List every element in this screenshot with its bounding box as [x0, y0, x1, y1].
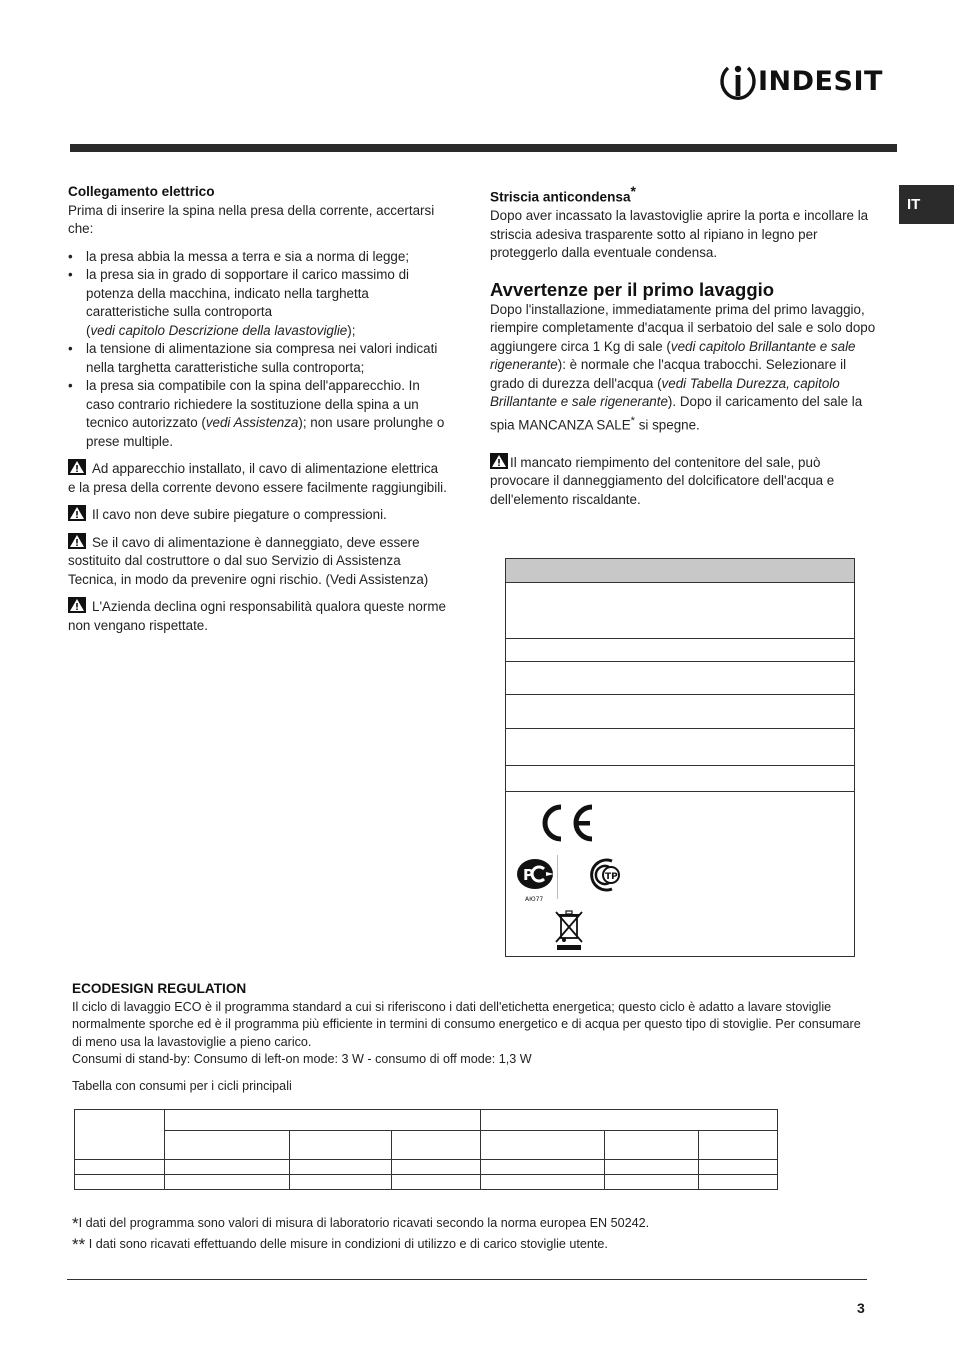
footnote-user-data: ** I dati sono ricavati effettuando delle misure in condizioni di utilizzo e di carico stoviglie utente. [72, 1235, 608, 1254]
table-cell [165, 1131, 290, 1160]
specs-row [506, 695, 854, 729]
ecodesign-text: Il ciclo di lavaggio ECO è il programma standard a cui si riferiscono i dati dell'etichetta energetica; questo ciclo è adatto a lavare stoviglie normalmente sporche ed è il programma più efficiente in termini di consumo energetico e di acqua per questo tipo di stoviglie. Per consumare di meno usa la lavastoviglie a pieno carico. [72, 999, 861, 1049]
brand-name: INDESIT [758, 66, 883, 97]
svg-text:AЮ77: AЮ77 [525, 896, 544, 903]
indesit-logo-mark-icon [718, 62, 758, 104]
pct-certification-icon [516, 855, 560, 905]
electric-title: Collegamento elettrico [68, 184, 215, 199]
technical-specs-table [505, 558, 855, 957]
specs-header-row [506, 559, 854, 583]
warning-icon [490, 453, 508, 469]
specs-row [506, 728, 854, 766]
warning-paragraph: L'Azienda declina ogni responsabilità qualora queste norme non vengano rispettate. [68, 599, 446, 633]
table-cell [604, 1160, 698, 1175]
list-item: • la presa sia in grado di sopportare il carico massimo di potenza della macchina, indicato nella targhetta caratteristiche sulla controporta (vedi capitolo Descrizione della lavastoviglie); [68, 266, 448, 340]
svg-text:TP: TP [605, 872, 618, 882]
table-cell [290, 1160, 392, 1175]
specs-row [506, 638, 854, 662]
table-cell [480, 1160, 604, 1175]
strip-title: Striscia anticondensa* [490, 183, 636, 205]
ecodesign-title: ECODESIGN REGULATION [72, 981, 247, 996]
weee-crossed-bin-icon [554, 909, 584, 951]
left-column [68, 183, 448, 635]
table-cell [698, 1131, 777, 1160]
ecodesign-section [72, 980, 872, 1095]
electric-requirements-list [68, 248, 448, 452]
table-cell [75, 1175, 165, 1190]
standby-consumption: Consumi di stand-by: Consumo di left-on mode: 3 W - consumo di off mode: 1,3 W [72, 1052, 532, 1066]
footnote-lab-data: *I dati del programma sono valori di misura di laboratorio ricavati secondo la norma europea EN 50242. [72, 1214, 650, 1233]
salt-warning: Il mancato riempimento del contenitore del sale, può provocare il danneggiamento del dolcificatore dell'acqua e dell'elemento riscaldante. [490, 454, 835, 507]
table-row [75, 1131, 778, 1160]
table-cell [604, 1131, 698, 1160]
table-cell [480, 1175, 604, 1190]
gost-tr-mark-icon [584, 856, 624, 894]
table-row [75, 1175, 778, 1190]
indesit-logo [718, 62, 883, 104]
strip-text: Dopo aver incassato la lavastoviglie aprire la porta e incollare la striscia adesiva trasparente sotto al ripiano in legno per proteggerlo dalla eventuale condensa. [490, 208, 869, 261]
svg-text:P: P [523, 866, 534, 884]
consumption-table [74, 1109, 778, 1190]
warning-icon [68, 459, 86, 475]
table-cell [480, 1110, 777, 1131]
warning-paragraph: Se il cavo di alimentazione è danneggiato, deve essere sostituito dal costruttore o dal suo Servizio di Assistenza Tecnica, in modo da prevenire ogni rischio. (Vedi Assistenza) [68, 534, 429, 587]
page-number: 3 [857, 1300, 865, 1316]
specs-row [506, 765, 854, 792]
footnotes [72, 1214, 872, 1255]
table-cell [392, 1131, 480, 1160]
table-cell [290, 1175, 392, 1190]
warning-icon [68, 533, 86, 549]
header-rule [70, 144, 897, 152]
list-item: • la presa abbia la messa a terra e sia a norma di legge; [68, 248, 448, 267]
table-caption: Tabella con consumi per i cicli principali [72, 1078, 292, 1093]
specs-row [506, 582, 854, 639]
specs-row [506, 661, 854, 695]
table-row [75, 1160, 778, 1175]
table-cell [75, 1160, 165, 1175]
language-tab: IT [899, 185, 954, 224]
first-wash-text: Dopo l'installazione, immediatamente prima del primo lavaggio, riempire completamente d'acqua il serbatoio del sale e solo dopo aggiungere circa 1 Kg di sale (vedi capitolo Brillantante e sale rigenerante): è normale che l'acqua trabocchi. Selezionare il grado di durezza dell'acqua (vedi Tabella Durezza, capitolo Brillantante e sale rigenerante). Dopo il caricamento del sale la spia MANCANZA SALE* si spegne. [490, 301, 876, 432]
table-cell [392, 1160, 480, 1175]
table-cell [480, 1131, 604, 1160]
table-cell [165, 1175, 290, 1190]
table-cell [75, 1110, 165, 1160]
warning-paragraph: Il cavo non deve subire piegature o compressioni. [68, 505, 448, 525]
list-item: • la presa sia compatibile con la spina dell'apparecchio. In caso contrario richiedere la sostituzione della spina a un tecnico autorizzato (vedi Assistenza); non usare prolunghe o prese multiple. [68, 377, 448, 451]
table-cell [165, 1160, 290, 1175]
footer-rule [67, 1279, 867, 1280]
table-cell [698, 1160, 777, 1175]
right-column [490, 182, 876, 509]
warning-icon [68, 505, 86, 521]
table-cell [698, 1175, 777, 1190]
warning-paragraph: Ad apparecchio installato, il cavo di alimentazione elettrica e la presa della corrente devono essere facilmente raggiungibili. [68, 461, 447, 495]
table-cell [604, 1175, 698, 1190]
first-wash-title: Avvertenze per il primo lavaggio [490, 278, 775, 300]
mark-divider [557, 855, 558, 899]
warning-icon [68, 597, 86, 613]
electric-intro: Prima di inserire la spina nella presa della corrente, accertarsi che: [68, 202, 435, 236]
table-cell [165, 1110, 480, 1131]
table-row [75, 1110, 778, 1131]
table-cell [290, 1131, 392, 1160]
table-cell [392, 1175, 480, 1190]
ce-mark-icon [538, 803, 596, 843]
list-item: • la tensione di alimentazione sia compresa nei valori indicati nella targhetta caratteristiche sulla controporta; [68, 340, 448, 377]
